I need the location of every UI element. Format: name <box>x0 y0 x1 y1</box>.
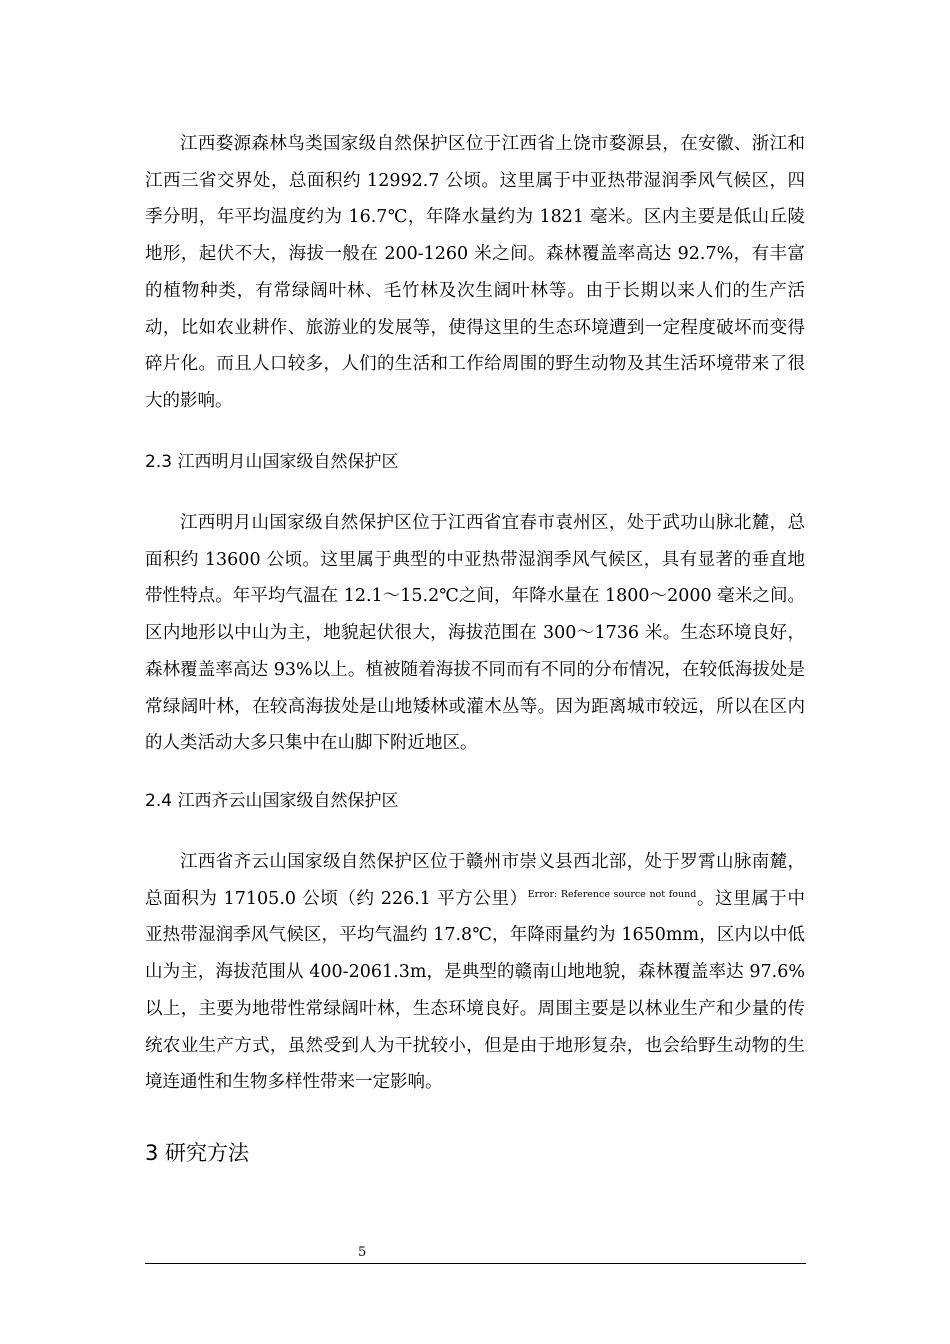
heading-section-2-4: 2.4 江西齐云山国家级自然保护区 <box>145 791 399 811</box>
paragraph-mingyueshan: 江西明月山国家级自然保护区位于江西省宜春市袁州区，处于武功山脉北麓，总面积约 13600 公顷。这里属于典型的中亚热带湿润季风气候区，具有显著的垂直地带性特点。年平均气温在 12.1～15.2℃之间，年降水量在 1800～2000 毫米之间。区内地形以中山为主，地貌起伏很大，海拔范围在 300～1736 米。生态环境良好，森林覆盖率高达 93%以上。植被随着海拔不同而有不同的分布情况，在较低海拔处是常绿阔叶林，在较高海拔处是山地矮林或灌木丛等。因为距离城市较远，所以在区内的人类活动大多只集中在山脚下附近地区。 <box>145 513 805 754</box>
paragraph-wuyuan: 江西婺源森林鸟类国家级自然保护区位于江西省上饶市婺源县，在安徽、浙江和江西三省交界处，总面积约 12992.7 公顷。这里属于中亚热带湿润季风气候区，四季分明，年平均温度约为 16.7℃，年降水量约为 1821 毫米。区内主要是低山丘陵地形，起伏不大，海拔一般在 200-1260 米之间。森林覆盖率高达 92.7%，有丰富的植物种类，有常绿阔叶林、毛竹林及次生阔叶林等。由于长期以来人们的生产活动，比如农业耕作、旅游业的发展等，使得这里的生态环境遭到一定程度破坏而变得碎片化。而且人口较多，人们的生活和工作给周围的野生动物及其生活环境带来了很大的影响。 <box>145 134 805 411</box>
reference-error-superscript: Error: Reference source not found <box>527 888 697 900</box>
paragraph-qiyunshan <box>145 844 805 1101</box>
footer-divider <box>145 1263 806 1264</box>
paragraph-text-before-reference: 江西省齐云山国家级自然保护区位于赣州市崇义县西北部，处于罗霄山脉南麓，总面积为 17105.0 公顷（约 226.1 平方公里） <box>145 852 805 909</box>
heading-section-3: 3 研究方法 <box>145 1141 250 1165</box>
page-number: 5 <box>358 1245 367 1260</box>
heading-section-2-3: 2.3 江西明月山国家级自然保护区 <box>145 452 399 472</box>
paragraph-text-after-reference: 。这里属于中亚热带湿润季风气候区，平均气温约 17.8℃，年降雨量约为 1650mm，区内以中低山为主，海拔范围从 400-2061.3m，是典型的赣南山地地貌，森林覆盖率达 97.6%以上，主要为地带性常绿阔叶林，生态环境良好。周围主要是以林业生产和少量的传统农业生产方式，虽然受到人为干扰较小，但是由于地形复杂，也会给野生动物的生境连通性和生物多样性带来一定影响。 <box>145 888 806 1093</box>
